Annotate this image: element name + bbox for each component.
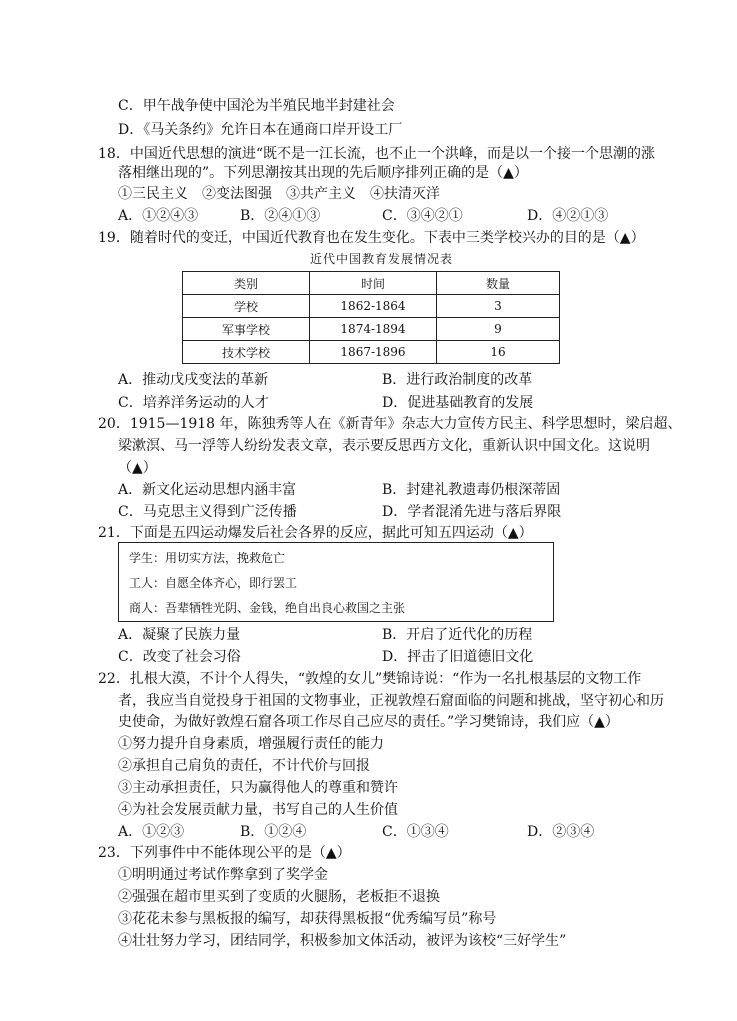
- q20-option-b: B．封建礼教遗毒仍根深蒂固: [382, 482, 561, 498]
- q22-stem-line1: 22．扎根大漠，不计个人得失，“敦煌的女儿”樊锦诗说：“作为一名扎根基层的文物工作: [98, 671, 642, 687]
- q20-option-a: A．新文化运动思想内涵丰富: [118, 482, 297, 498]
- q20-option-d: D．学者混淆先进与落后界限: [382, 504, 562, 520]
- table-row: [183, 318, 560, 341]
- q18-option-d: D．④②①③: [527, 208, 609, 224]
- q20-stem-line1: 20．1915—1918 年，陈独秀等人在《新青年》杂志大力宣传方民主、科学思想时，梁启超、: [98, 416, 682, 432]
- q18-option-b: B．②④①③: [240, 208, 321, 224]
- table-header: 类别: [183, 272, 310, 295]
- table-cell: 军事学校: [183, 318, 310, 341]
- q22-option-a: A．①②③: [118, 824, 185, 840]
- q22-stem-line3: 史使命，为做好敦煌石窟各项工作尽自己应尽的责任。”学习樊锦诗，我们应（▲）: [118, 714, 619, 730]
- table-cell: 1867-1896: [310, 341, 437, 364]
- table-cell: 1862-1864: [310, 295, 437, 318]
- table-row: [183, 295, 560, 318]
- table-header: 数量: [437, 272, 560, 295]
- q22-item-2: ②承担自己肩负的责任，不计代价与回报: [118, 758, 370, 774]
- table-row: [183, 341, 560, 364]
- q18-option-a: A．①②④③: [118, 208, 199, 224]
- q18-stem-line1: 18．中国近代思想的演进“既不是一江长流，也不止一个洪峰，而是以一个接一个思潮的涨: [98, 146, 655, 162]
- q22-option-d: D．②③④: [527, 824, 595, 840]
- table-header: 时间: [310, 272, 437, 295]
- table-cell: 1874-1894: [310, 318, 437, 341]
- q19-education-table: [182, 271, 560, 364]
- q21-reaction-box: [118, 542, 554, 622]
- q19-table-caption: 近代中国教育发展情况表: [310, 252, 454, 266]
- table-cell: 学校: [183, 295, 310, 318]
- q22-item-4: ④为社会发展贡献力量，书写自己的人生价值: [118, 802, 398, 818]
- q21-option-a: A．凝聚了民族力量: [118, 627, 241, 643]
- q19-option-a: A．推动戊戌变法的革新: [118, 372, 269, 388]
- q18-stem-line2: 落相继出现的”。下列思潮按其出现的先后顺序排列正确的是（▲）: [118, 165, 528, 181]
- q19-stem: 19．随着时代的变迁，中国近代教育也在发生变化。下表中三类学校兴办的目的是（▲）: [98, 230, 645, 246]
- table-cell: 技术学校: [183, 341, 310, 364]
- q20-option-c: C．马克思主义得到广泛传播: [118, 504, 297, 520]
- q23-item-4: ④壮壮努力学习，团结同学，积极参加文体活动，被评为该校“三好学生”: [118, 933, 567, 949]
- q23-item-1: ①明明通过考试作弊拿到了奖学金: [118, 867, 328, 883]
- q23-item-2: ②强强在超市里买到了变质的火腿肠，老板拒不退换: [118, 889, 440, 905]
- q23-item-3: ③花花未参与黑板报的编写，却获得黑板报“优秀编写员”称号: [118, 911, 497, 927]
- q23-stem: 23．下列事件中不能体现公平的是（▲）: [98, 845, 351, 861]
- q22-option-c: C．①③④: [382, 824, 449, 840]
- q21-option-c: C．改变了社会习俗: [118, 649, 241, 665]
- table-cell: 9: [437, 318, 560, 341]
- q17-option-c: C．甲午战争使中国沦为半殖民地半封建社会: [118, 98, 395, 114]
- q21-option-b: B．开启了近代化的历程: [382, 627, 533, 643]
- q22-item-1: ①努力提升自身素质，增强履行责任的能力: [118, 736, 384, 752]
- q20-stem-line3: （▲）: [118, 460, 157, 476]
- q22-option-b: B．①②④: [240, 824, 307, 840]
- table-header-row: [183, 272, 560, 295]
- q18-option-c: C．③④②①: [382, 208, 463, 224]
- q19-option-d: D．促进基础教育的发展: [382, 395, 534, 411]
- q21-box-merchants: 商人：吾辈牺牲光阴、金钱，绝自出良心救国之主张: [129, 601, 406, 615]
- q22-item-3: ③主动承担责任，只为赢得他人的尊重和赞许: [118, 780, 398, 796]
- q21-option-d: D．抨击了旧道德旧文化: [382, 649, 534, 665]
- q22-stem-line2: 者，我应当自觉投身于祖国的文物事业，正视敦煌石窟面临的问题和挑战，坚守初心和历: [118, 693, 664, 709]
- q21-box-students: 学生：用切实方法，挽救危亡: [129, 551, 286, 565]
- q20-stem-line2: 梁漱溟、马一浮等人纷纷发表文章，表示要反思西方文化，重新认识中国文化。这说明: [118, 438, 650, 454]
- q18-items: ①三民主义 ②变法图强 ③共产主义 ④扶清灭洋: [118, 186, 440, 202]
- q17-option-d: D．《马关条约》允许日本在通商口岸开设工厂: [118, 122, 403, 138]
- q21-stem: 21．下面是五四运动爆发后社会各界的反应，据此可知五四运动（▲）: [98, 525, 533, 541]
- q19-option-b: B．进行政治制度的改革: [382, 372, 533, 388]
- q19-option-c: C．培养洋务运动的人才: [118, 395, 269, 411]
- table-cell: 16: [437, 341, 560, 364]
- table-cell: 3: [437, 295, 560, 318]
- q21-box-workers: 工人：自愿全体齐心，即行罢工: [129, 576, 298, 590]
